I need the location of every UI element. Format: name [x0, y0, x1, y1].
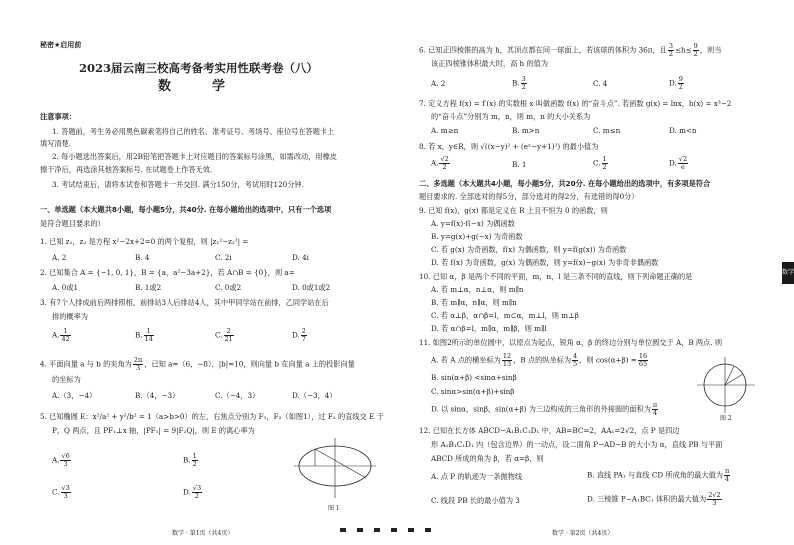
q7-stem-cont: 的“奋斗点”分别为 m，n，则 m，n 的大小关系为 — [431, 112, 591, 121]
q4-option-b: B.（4，−3） — [135, 391, 180, 400]
q6-option-d: D. $\frac{9}{2}$ — [669, 75, 683, 91]
subject-title: 数 学 — [157, 79, 239, 94]
q7-option-c: C. m≤n — [593, 126, 621, 135]
q4-option-d: D.（−3，4） — [292, 391, 337, 400]
notes-heading: 注意事项： — [40, 112, 76, 121]
q3-stem-cont: 排的概率为 — [52, 312, 88, 321]
q5-option-c: C. $\frac{√3}{3}$ — [52, 484, 70, 500]
q12-option-d: D. 三棱锥 P−A₁BC₁ 体积的最大值为 $\frac{2√2}{3}$ — [587, 491, 721, 507]
q9-option-c: C. 若 g(x) 为奇函数，f(x) 为偶函数，则 y=f(g(x)) 为奇函数 — [431, 245, 627, 254]
q1-option-a: A. 2 — [52, 253, 67, 262]
print-mark — [374, 528, 380, 532]
footer-left: 数学 · 第1页（共4页） — [172, 530, 234, 537]
print-mark — [340, 528, 346, 532]
q8-option-b: B. 1 — [512, 160, 527, 169]
q1-option-c: C. 2i — [215, 253, 232, 262]
q8-option-d: D. $\frac{√2}{e}$ — [669, 155, 688, 171]
figure-2-caption: 图 2 — [720, 415, 732, 422]
q2-option-a: A. 0或1 — [52, 283, 79, 292]
q8-stem: 8. 若 x，y∈R，则 √((x−y)² + (eˣ−y+1)²) 的最小值为 — [419, 142, 599, 151]
q10-stem: 10. 已知 α，β 是两个不同的平面，m，n，l 是三条不同的直线，则下列命题正确的是 — [419, 272, 693, 281]
q1-option-d: D. 4i — [292, 253, 309, 262]
q7-option-a: A. m≥n — [431, 126, 459, 135]
side-tab: 数学 — [782, 262, 794, 284]
q10-option-c: C. 若 α⊥β，α∩β=l，m⊂α，m⊥l，则 m⊥β — [431, 311, 579, 320]
q6-option-b: B. $\frac{3}{2}$ — [512, 75, 526, 91]
q12-stem-cont: 形 A₁B₁C₁D₁ 内（包含边界）的一动点，设二面角 P−AD−B 的大小为 α，直线 PB 与平面 — [431, 440, 723, 449]
q12-option-c: C. 线段 PB 长的最小值为 3 — [431, 496, 520, 505]
q5-stem-cont: P，Q 两点，且 PF₁⊥x 轴，|PF₁| = 9|F₂Q|，则 E 的离心率为 — [52, 426, 255, 435]
q6-option-c: C. 4 — [593, 79, 608, 88]
q3-stem: 3. 有7个人排成前后两排照相，前排站3人后排站4人，其中甲同学站在前排，乙同学站在后 — [40, 298, 329, 307]
q9-option-a: A. y=f(x)·f(−x) 为偶函数 — [431, 219, 515, 228]
secret-label: 秘密★启用前 — [40, 41, 82, 49]
q11-option-c: C. sinα>sin(α+β)+sinβ — [431, 387, 515, 396]
q7-option-d: D. m<n — [669, 126, 697, 135]
note-line: 擦干净后，再选涂其他答案标号. 在试题卷上作答无效. — [40, 165, 213, 174]
q3-option-b: B. $\frac{1}{14}$ — [135, 327, 153, 343]
note-line: 填写清楚. — [40, 139, 72, 148]
q2-option-d: D. 0或1或2 — [292, 283, 331, 292]
exam-title: 2023届云南三校高考备考实用性联考卷（八） — [78, 61, 318, 75]
figure-2-unit-circle — [695, 356, 757, 414]
note-line: 1. 答题前，考生务必用黑色碳素笔将自己的姓名、准考证号、考场号、座位号在答题卡上 — [52, 127, 335, 136]
q10-option-b: B. 若 m∥α，n∥α，则 m∥n — [431, 298, 517, 307]
section1-heading-cont: 是符合题目要求的） — [40, 219, 105, 228]
q12-option-a: A. 点 P 的轨迹为一条抛物线 — [431, 472, 523, 481]
q6-option-a: A. 2 — [431, 79, 446, 88]
section1-heading: 一、单选题（本大题共8小题，每小题5分，共40分. 在每小题给出的选项中，只有一个选项 — [40, 205, 332, 214]
q11-option-d: D. 以 sinα，sinβ，sin(α+β) 为三边构成的三角形的外接圆的面积为 $\frac{\pi}{4}$ — [431, 401, 658, 417]
q6-stem-cont: 该正四棱锥体积最大时，高 h 的值为 — [431, 59, 549, 68]
figure-1-ellipse — [290, 436, 380, 502]
q10-option-a: A. 若 m⊥α，n⊥α，则 m∥n — [431, 285, 524, 294]
q12-stem: 12. 已知在长方体 ABCD−A₁B₁C₁D₁ 中，AB=BC=2，AA₁=2√2，点 P 是四边 — [419, 426, 680, 435]
q5-option-b: B. $\frac{1}{2}$ — [183, 452, 197, 468]
q2-option-c: C. 0或2 — [215, 283, 242, 292]
q10-option-d: D. 若 α∩β=l，m∥α，m∥β，则 m∥l — [431, 324, 547, 333]
q4-option-c: C.（−4，3） — [215, 391, 260, 400]
q9-stem: 9. 已知 f(x)，g(x) 都是定义在 R 上且不恒为 0 的函数，则 — [419, 206, 608, 215]
figure-1-caption: 图 1 — [328, 505, 340, 512]
q5-option-d: D. $\frac{√3}{2}$ — [183, 484, 202, 500]
q9-option-b: B. y=g(x)+g(−x) 为奇函数 — [431, 232, 523, 241]
q2-stem: 2. 已知集合 A = {−1, 0, 1}，B = {a，a²−3a+2}，若 A∩B = {0}，则 a= — [40, 268, 295, 277]
q11-stem: 11. 如图2所示的单位圆中，以原点为起点，锐角 α，β 的终边分别与单位圆交于 A，B 两点. 则 — [419, 338, 723, 347]
q6-stem: 6. 已知正四棱锥的高为 h，其顶点都在同一球面上，若该球的体积为 36π，且 $\frac{3}{2}$ ≤h≤ $\frac{9}{2}$ ，则当 — [419, 42, 722, 58]
q5-stem: 5. 已知椭圆 E：x²/a² + y²/b² = 1（a>b>0）的左，右焦点分别为 F₁，F₂（如图1），过 F₂ 的直线交 E 于 — [40, 412, 384, 421]
section2-heading: 二、多选题（本大题共4小题，每小题5分，共20分. 在每小题给出的选项中，有多项是符合 — [419, 179, 711, 188]
q8-option-c: C. $\frac{1}{2}$ — [593, 155, 607, 171]
q11-option-a: A. 若 A 点的横坐标为 $\frac{12}{13}$ ，B 点的纵坐标为 $\frac{4}{5}$ ，则 cos(α+β) = $\frac{16}{65}$ — [431, 352, 648, 368]
q4-stem: 4. 平面向量 a 与 b 的夹角为 $\frac{2\pi}{3}$ ，已知 a=（6，−8），|b|=10，则向量 b 在向量 a 上的投影向量 — [40, 356, 355, 372]
q1-option-b: B. 4 — [135, 253, 150, 262]
print-mark — [357, 528, 363, 532]
note-line: 3. 考试结束后，请将本试卷和答题卡一并交回. 满分150分，考试用时120分钟. — [52, 180, 304, 189]
q2-option-b: B. 1或2 — [135, 283, 162, 292]
q7-option-b: B. m>n — [512, 126, 540, 135]
q9-option-d: D. 若 f(x) 为奇函数，g(x) 为偶函数，则 y=f(x)−g(x) 为非奇非偶函数 — [431, 258, 659, 267]
q3-option-d: D. $\frac{2}{7}$ — [292, 327, 306, 343]
q4-stem-cont: 的坐标为 — [52, 375, 81, 384]
q12-option-b: B. 直线 PA₁ 与直线 CD 所成角的最大值为 $\frac{\pi}{4}$ — [587, 467, 730, 483]
q5-option-a: A. $\frac{√6}{3}$ — [52, 452, 70, 468]
q4-option-a: A.（3，−4） — [52, 391, 97, 400]
q7-stem: 7. 定义方程 f(x) = f′(x) 的实数根 x 叫做函数 f(x) 的“奋斗点”. 若函数 g(x) = lnx，h(x) = x³−2 — [419, 99, 732, 108]
q3-option-c: C. $\frac{2}{21}$ — [215, 327, 233, 343]
q1-stem: 1. 已知 z₁，z₂ 是方程 x²−2x+2=0 的两个复根，则 |z₁²−z₂²| = — [40, 237, 249, 246]
q11-option-b: B. sin(α+β) <sinα+sinβ — [431, 373, 517, 382]
q12-stem-cont2: ABCD 所成的角为 β，若 α=β，则 — [431, 454, 544, 463]
note-line: 2. 每小题选出答案后，用2B铅笔把答题卡上对应题目的答案标号涂黑，如需改动，用橡皮 — [52, 152, 337, 161]
section2-heading-cont: 题目要求的. 全部选对的得5分，部分选对的得2分，有选错的得0分） — [419, 192, 639, 201]
q3-option-a: A. $\frac{1}{42}$ — [52, 327, 70, 343]
page-right — [397, 0, 794, 545]
q8-option-a: A. $\frac{√2}{2}$ — [431, 155, 449, 171]
footer-right: 数学 · 第2页（共4页） — [552, 530, 614, 537]
